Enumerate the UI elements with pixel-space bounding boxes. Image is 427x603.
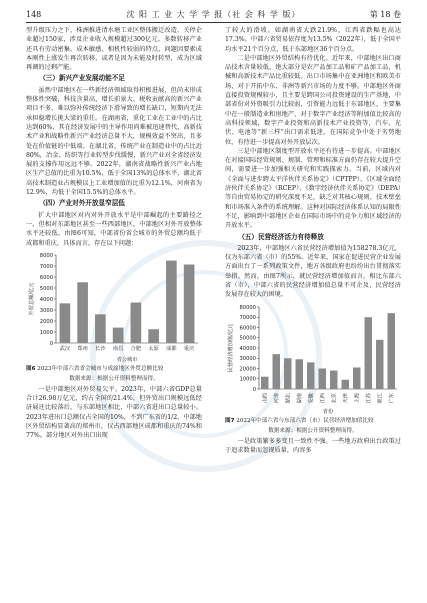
bar (261, 376, 268, 388)
y-tick-label: 0 (49, 340, 53, 347)
x-tick-label: 天津 (343, 392, 350, 403)
x-tick-label: 山西 (262, 392, 269, 403)
left-column (26, 26, 202, 441)
y-tick-label: 70000 (239, 314, 256, 321)
bar-chart-7 (225, 303, 401, 415)
y-axis-label: 民营经济增加值/亿元 (228, 323, 234, 372)
paragraph: 2023年，中部地区六省民营经济增加值为158278.3亿元，仅为东部六省（市）的55%。近年来，国家在促进民营企业发展方面出台了一系列政策文件，地方各级政府也纷纷出台贯彻落实举措。然而，由图7所示，就民营经济增加值而言，相比东部六省（市），中部六省的民营经济增加值总量不可企及，民营经济发展存在较大的困境。 (225, 244, 401, 299)
caption-text: 2023年中部六省省会城市与成渝地区外贸总额比较 (37, 365, 164, 372)
bar (273, 354, 280, 389)
bar (284, 358, 291, 389)
bar (319, 368, 326, 389)
x-tick-label: 湖北 (285, 392, 292, 403)
x-tick-label: 河南 (274, 392, 281, 403)
section-heading: （四）产业对外开放显窄层低 (39, 199, 125, 208)
y-tick-label: 40000 (239, 345, 256, 352)
y-tick-label: 4000 (39, 296, 53, 303)
paragraph: 了较大的滑坡。如湖南省大跌21.9%，江西省跌幅也高达17.3%。中部六省贸易依存度为13.5%（2022年），低于全国平均水平21个百分点，低于东部地区36个百分点。 (225, 27, 401, 53)
y-tick-label: 10000 (239, 376, 256, 383)
x-tick-label: 太原 (148, 345, 159, 352)
x-tick-label: 郑州 (77, 345, 88, 352)
bar (166, 260, 177, 342)
caption-number: 图7 (225, 417, 235, 424)
x-tick-label: 北京 (331, 392, 338, 403)
caption-text: 2022年中部六省与东部六省（市）民营经济增加值比较 (236, 417, 374, 424)
volume-label: 第 18 卷 (369, 10, 401, 19)
bar (148, 329, 159, 343)
x-tick-label: 合肥 (130, 345, 142, 352)
x-axis-label: 省份 (322, 408, 334, 415)
paragraph: 三是中部地区制度型开放水平还有待进一步提高。中部地区在对接国际经贸规则、规制、管理和标准方面仍存在较大提升空间，需要进一步加强相关研究和实践探索力。当前，区域内对《全面与进步跨太平洋伙伴关系协定》（CPTPP）、《区域全面经济伙伴关系协定》（RCEP）、《数字经济伙伴关系协定》（DEPA）等自由贸易协定的研究深度不足，缺乏对其核心规则、技术壁垒和市场准入条件的系统理解。这种对国际经济体系认知的局限性不足，影响到中部地区企业在国际市场中的竞争力和区域经济的开放水平。 (225, 147, 401, 230)
bar (296, 359, 303, 389)
y-tick-label: 7000 (39, 263, 53, 270)
page-header (26, 8, 401, 23)
y-tick-label: 30000 (239, 355, 256, 362)
right-column (225, 26, 401, 455)
figure-caption (225, 417, 401, 425)
x-tick-label: 广东 (389, 392, 396, 403)
bar (353, 367, 360, 389)
bar (95, 314, 106, 343)
figure-source: 数据来源：根据公开资料整理而得。 (69, 375, 159, 382)
paragraph: 一是政策繁多多变且一致性不强。一些地方政府出台政策过于追求数量而忽视质量，内容多 (225, 437, 401, 454)
paragraph: 扩大中部地区对内对外开放水平是中部崛起的主要路径之一，但相对东部地区甚至一些西部地区，中部地区对外开放整体水平还较低。由图6可知，中部省份省会城市的外贸总额均低于成都和重庆，具体而言，存在以下问题： (26, 211, 202, 247)
y-tick-label: 1000 (39, 329, 53, 336)
figure-7 (225, 303, 401, 435)
bar (307, 362, 314, 389)
x-tick-label: 江西 (320, 392, 327, 403)
section-heading: （五）民营经济活力有待释放 (238, 232, 324, 241)
bar (365, 317, 372, 389)
y-tick-label: 60000 (239, 324, 256, 331)
y-tick-label: 6000 (39, 274, 53, 281)
y-tick-label: 50000 (239, 335, 256, 342)
figure-source: 数据来源：根据公开资料整理而得。 (268, 427, 358, 434)
figure-6 (26, 251, 202, 383)
bar (388, 313, 395, 389)
y-tick-label: 0 (252, 386, 256, 393)
y-tick-label: 2000 (39, 318, 53, 325)
x-tick-label: 浙江 (377, 392, 384, 403)
y-tick-label: 20000 (239, 365, 256, 372)
y-tick-label: 8000 (39, 252, 53, 259)
x-tick-label: 武汉 (59, 345, 71, 352)
x-axis-label: 省会城市 (116, 356, 138, 363)
paragraph: 虽然中部地区在一些新经济领域取得积极进展，但尚未形成整体性突破，科技含量高、增长前景大、税收贡献高的新兴产业项目不多，难以弥补传统经济下滑导致的增长缺口，短期内无法承担稳增长挑大梁的重任。在湖南省，重化工业在工业中的占比达到60%，其在经济发展中的主导作用尚难被迅速替代，高新技术产业和战略性新兴产业经济总量不大，规模效益不突出，且多处在价值链的中低端。在湖北省，传统产业在制造业中的占比近80%，冶金、纺织等行业转型步伐缓慢，新兴产业对全省经济发展的支撑作用远远不够。2022年，湖南省战略性新兴产业占地区生产总值的比重为10.5%，低于全国13%的总体水平，湖北省高技术制造业占规模以上工业增加值的比重为12.1%，河南省为12.9%，均低于全国15.5%的总体水平。 (26, 86, 202, 197)
figure-caption (26, 365, 202, 373)
caption-number: 图6 (26, 365, 36, 372)
paragraph: 型升级压力之下，株洲推进清水塘工业区整体搬迁改造，关停企业超过150家，涉及企业收入规模超过300亿元。多数转移产业还具有劳动密集、成本敏感、相机性较弱的特点，问题因要素成本刚性上涨发生再次转移，或者是因为未能及时转型，成为区域再调的过剩产能。 (26, 27, 202, 72)
bar (131, 302, 142, 342)
y-tick-label: 3000 (39, 307, 53, 314)
x-tick-label: 安徽 (308, 392, 315, 403)
y-axis-label: 外贸总额/亿元 (29, 282, 35, 316)
section-heading: （三）新兴产业发展动能不足 (39, 74, 125, 83)
x-tick-label: 长沙 (95, 345, 106, 352)
bar (342, 379, 349, 388)
x-tick-label: 湖南 (297, 392, 304, 403)
bar (330, 370, 337, 388)
x-tick-label: 江苏 (366, 392, 373, 403)
bar (60, 303, 71, 343)
y-tick-label: 5000 (39, 285, 53, 292)
x-tick-label: 成都 (166, 345, 177, 352)
y-tick-label: 80000 (239, 304, 256, 311)
x-tick-label: 上海 (354, 392, 361, 403)
paragraph: 一是中部地区对外贸易欠平。2023年，中部六省GDP总量合计26.98万亿元，约占全国的21.4%，但外贸出口规模远低经济展还比较落后，与东部地区相比，中部六省进出口总量较小。2023年进出口总额仅占全国的10%，不到广东省的1/2。中部地区外贸结构显著高的郑州市，仅占西部地区成都和重庆的74%和77%。部分地区对外出口出现 (26, 385, 202, 440)
bar (376, 339, 383, 388)
paragraph: 二是中部地区外贸结构有待优化。近年来，中部地区出口商品技术含量较低，绝大部分是农产品加工品和矿产品加工品，机械和高新技术产品比重较低。出口市场集中在亚洲地区和欧美市场，对于开拓中东、非洲等新兴市场的力度不够。中部地区外商直接投资规模较小，且主要是跨国公司投资建设的生产基地，中部省份对外资吸引力比较弱，引资能力远低于东部地区，主要集中在一般制造业和房地产，对于数字产业经济等附加值比较高的高科技领域，数字产业投资和高新技术产业投资等，汽车、光伏、电池等“新三样”出口需求低迷，在国际竞争中处于劣势地位，有待进一步提高对外开放层次。 (225, 54, 401, 146)
x-tick-label: 重庆 (183, 345, 195, 352)
bar (77, 282, 88, 343)
journal-title: 沈 阳 工 业 大 学 学 报（社 会 科 学 版） (126, 10, 301, 19)
bar-chart-6 (26, 251, 202, 363)
bar (184, 264, 195, 343)
x-tick-label: 南昌 (112, 345, 124, 352)
page-number: 148 (26, 10, 42, 19)
bar (113, 327, 124, 342)
